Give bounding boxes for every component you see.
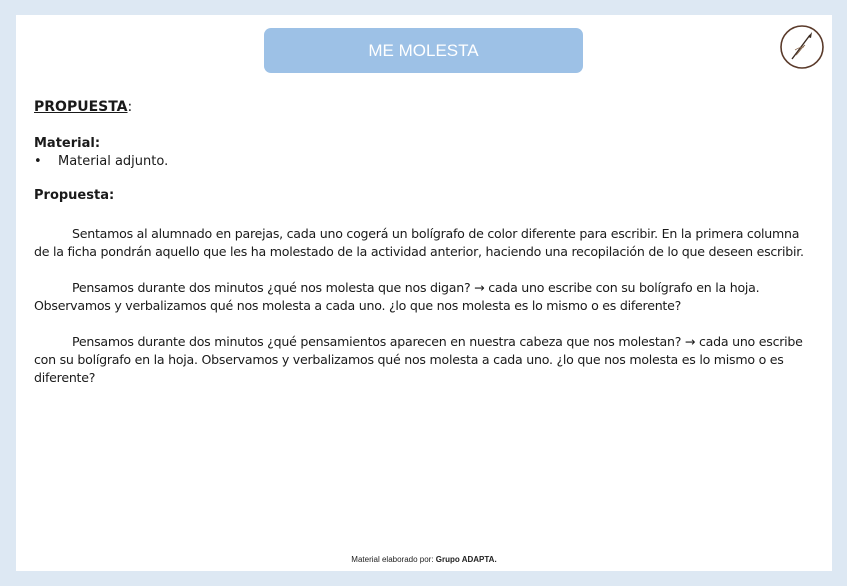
- footer-prefix: Material elaborado por:: [351, 555, 436, 564]
- material-heading: Material:: [34, 136, 101, 151]
- footer-author: Grupo ADAPTA.: [435, 555, 497, 564]
- paragraph: Pensamos durante dos minutos ¿qué nos molesta que nos digan? → cada uno escribe con su bolígrafo en la hoja. Observamos y verbalizamos qué nos molesta a cada uno. ¿lo que nos molesta es lo mismo o es diferente?: [34, 280, 760, 313]
- brush-logo-icon: [778, 23, 826, 71]
- section-heading: PROPUESTA:: [34, 99, 133, 115]
- paragraph: Sentamos al alumnado en parejas, cada uno cogerá un bolígrafo de color diferente para escribir. En la primera columna de la ficha pondrán aquello que les ha molestado de la actividad anterior, haciendo una recopilación de lo que deseen escribir.: [34, 226, 804, 259]
- list-item: [34, 153, 812, 171]
- footer-credit: [16, 555, 832, 564]
- page-title: ME MOLESTA: [368, 40, 479, 60]
- paragraph: Pensamos durante dos minutos ¿qué pensamientos aparecen en nuestra cabeza que nos molestan? → cada uno escribe con su bolígrafo en la hoja. Observamos y verbalizamos qué nos molesta a cada uno. ¿lo que nos molesta es lo mismo o es diferente?: [34, 334, 803, 385]
- document-page: [16, 15, 832, 571]
- material-list: [34, 153, 812, 171]
- list-item-text: Material adjunto.: [58, 154, 169, 169]
- bullet-icon: •: [34, 154, 42, 169]
- title-banner: [264, 28, 583, 73]
- propuesta-heading: Propuesta:: [34, 188, 115, 203]
- document-body: [34, 97, 812, 387]
